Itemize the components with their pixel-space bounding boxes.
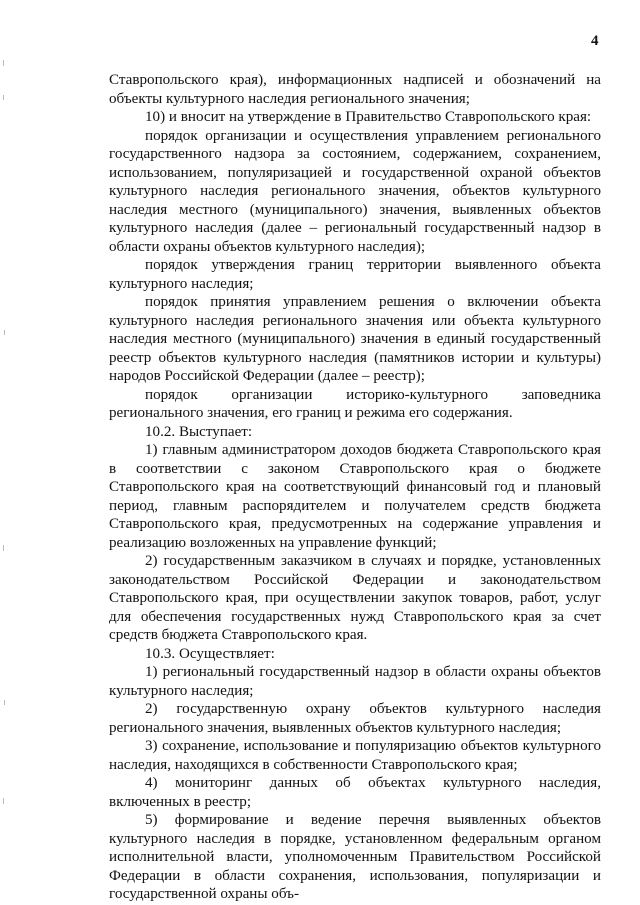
paragraph: 1) региональный государственный надзор в области охраны объектов культурного наследия; [109, 664, 601, 699]
paragraph: 10.2. Выступает: [145, 423, 253, 440]
paragraph: 2) государственным заказчиком в случаях и порядке, установленных законодательством Российской Федерации и законодательством Ставропольского края, при осуществлении закупок товаров, работ, услуг для обеспечения государственных нужд Ставропольского края за счет средств бюджета Ставропольского края. [109, 553, 601, 643]
scan-mark [4, 700, 5, 705]
scan-mark [3, 95, 4, 100]
paragraph: 1) главным администратором доходов бюджета Ставропольского края в соответствии с законом Ставропольского края о бюджете Ставропольского края на соответствующий финансовый год и плановый период, главным распорядителем и получателем средств бюджета Ставропольского края, предусмотренных на содержание управления и реализацию возложенных на управление функций; [109, 442, 601, 551]
paragraph: 10) и вносит на утверждение в Правительство Ставропольского края: [145, 109, 592, 125]
paragraph: 4) мониторинг данных об объектах культурного наследия, включенных в реестр; [109, 775, 601, 810]
paragraph: порядок принятия управлением решения о включении объекта культурного наследия регионального значения или объекта культурного наследия местного (муниципального) значения в единый государственный реестр объектов культурного наследия (памятников истории и культуры) народов Российской Федерации (далее – реестр); [109, 294, 601, 384]
scan-mark [4, 330, 5, 335]
scan-mark [3, 60, 4, 66]
scan-mark [3, 798, 4, 804]
paragraph: порядок утверждения границ территории выявленного объекта культурного наследия; [109, 257, 601, 292]
paragraph: 2) государственную охрану объектов культурного наследия регионального значения, выявленных объектов культурного наследия; [109, 701, 601, 736]
paragraph: порядок организации и осуществления управлением регионального государственного надзора за состоянием, содержанием, сохранением, использованием, популяризацией и государственной охраной объектов культурного наследия регионального значения, объектов культурного наследия местного (муниципального) значения, выявленных объектов культурного наследия (далее – региональный государственный надзор в области охраны объектов культурного наследия); [109, 127, 601, 255]
paragraph: 3) сохранение, использование и популяризацию объектов культурного наследия, находящихся в собственности Ставропольского края; [109, 738, 601, 773]
paragraph: порядок организации историко-культурного заповедника регионального значения, его границ и режима его содержания. [109, 386, 601, 421]
scan-mark [3, 545, 4, 551]
paragraph: Ставропольского края), информационных надписей и обозначений на объекты культурного наследия регионального значения; [109, 72, 601, 107]
body-text [109, 71, 601, 904]
paragraph: 5) формирование и ведение перечня выявленных объектов культурного наследия в порядке, установленном федеральным органом исполнительной власти, уполномоченным Правительством Российской Федерации в области сохранения, использования, популяризации и государственной охраны объ- [109, 812, 601, 902]
page-number: 4 [591, 33, 599, 49]
paragraph: 10.3. Осуществляет: [145, 645, 275, 662]
